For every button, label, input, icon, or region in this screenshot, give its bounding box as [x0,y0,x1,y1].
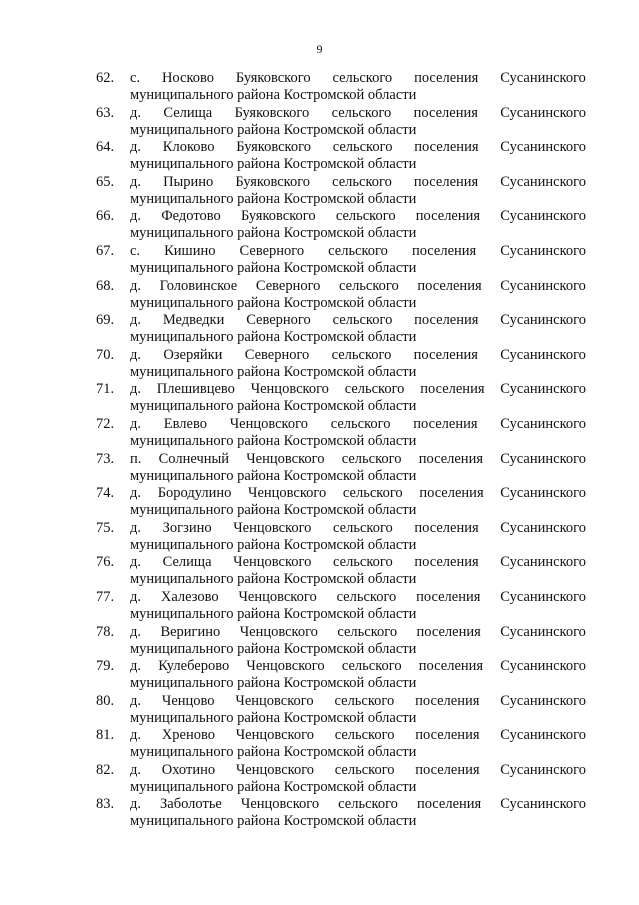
item-number: 83. [96,796,115,813]
list-item [96,243,586,278]
item-word-settlement: Ченцовского [233,519,312,536]
item-number: 74. [96,485,115,502]
item-word-settlement: Буяковского [240,208,316,225]
list-item [96,520,586,555]
item-first-line [130,139,586,156]
list-item [96,693,586,728]
item-word-w4: поселения [414,70,479,86]
item-number: 66. [96,208,115,225]
item-word-name: Медведки [162,312,225,329]
list-item [96,278,586,313]
list-item [96,139,586,174]
item-word-type: д. [130,658,142,675]
item-second-line: муниципального района Костромской области [130,87,417,103]
item-word-name: Пырино [163,173,214,190]
item-second-line: муниципального района Костромской области [130,640,417,657]
item-word-name: Федотово [161,208,221,225]
item-word-name: Солнечный [158,450,229,467]
list-item [96,762,586,797]
item-second-line: муниципального района Костромской области [130,398,417,415]
item-word-w4: поселения [411,242,477,259]
item-word-type: д. [130,277,142,294]
item-word-w5: Сусанинского [500,415,586,432]
list-item [96,796,586,831]
list-item [96,347,586,382]
item-word-settlement: Ченцовского [248,485,327,502]
item-word-w3: сельского [333,519,393,536]
item-word-settlement: Буяковского [236,139,311,156]
item-word-settlement: Ченцовского [246,658,325,675]
item-word-name: Носково [161,70,215,86]
item-word-w4: поселения [417,277,482,294]
item-word-settlement: Ченцовского [246,450,325,467]
item-first-line [130,208,586,225]
item-word-w5: Сусанинского [500,312,586,329]
item-word-type: д. [130,761,142,778]
item-word-settlement: Ченцовского [235,761,315,778]
item-word-type: д. [130,208,142,225]
item-word-w5: Сусанинского [500,796,586,813]
item-word-name: Кишино [164,242,216,259]
item-word-w5: Сусанинского [500,70,586,86]
item-word-settlement: Буяковского [235,173,311,190]
item-word-type: д. [130,623,142,640]
item-word-w5: Сусанинского [500,173,586,190]
item-word-w3: сельского [342,485,403,502]
item-word-w5: Сусанинского [500,104,586,121]
item-first-line [130,589,586,606]
item-word-w4: поселения [414,519,479,536]
item-word-w5: Сусанинского [500,519,586,536]
settlement-list [96,70,586,831]
item-number: 64. [96,139,115,156]
item-word-w4: поселения [414,312,479,329]
item-word-type: д. [130,381,142,398]
item-second-line: муниципального района Костромской области [130,778,417,795]
item-word-w4: поселения [415,727,480,744]
item-word-settlement: Ченцовского [238,588,317,605]
list-item [96,624,586,659]
item-word-w3: сельского [341,658,402,675]
item-word-settlement: Буяковского [234,104,310,121]
item-word-settlement: Северного [255,277,321,294]
item-second-line: муниципального района Костромской области [130,121,417,138]
item-word-w3: сельского [330,415,391,432]
item-second-line: муниципального района Костромской области [130,571,417,588]
item-word-w5: Сусанинского [500,588,586,605]
item-first-line [130,347,586,364]
item-word-w3: сельского [336,588,397,605]
item-word-type: д. [130,312,142,329]
item-word-w4: поселения [415,208,481,225]
item-first-line [130,693,586,710]
item-second-line: муниципального района Костромской области [130,813,417,830]
item-number: 68. [96,277,115,294]
item-first-line [130,174,586,191]
item-word-type: д. [130,796,142,813]
item-word-type: д. [130,692,142,709]
item-word-type: п. [130,450,142,467]
item-word-type: д. [130,519,142,536]
list-item [96,727,586,762]
item-word-w5: Сусанинского [500,623,586,640]
page-number: 9 [316,42,323,56]
item-word-w3: сельского [338,796,398,813]
item-word-w4: поселения [420,381,485,398]
item-number: 71. [96,381,115,398]
list-item [96,174,586,209]
item-first-line [130,762,586,779]
item-word-w5: Сусанинского [500,139,586,156]
item-word-settlement: Северного [246,312,311,329]
item-first-line [130,451,586,468]
item-number: 75. [96,519,115,536]
item-word-name: Селища [163,104,213,121]
item-word-w3: сельского [334,727,395,744]
item-word-name: Клоково [162,139,215,156]
item-number: 69. [96,312,115,329]
item-second-line: муниципального района Костромской области [130,329,417,346]
item-word-w3: сельского [332,173,392,190]
item-word-w5: Сусанинского [500,485,586,502]
item-word-type: д. [130,346,142,363]
item-word-name: Зогзино [162,519,212,536]
item-second-line: муниципального района Костромской области [130,467,417,484]
item-word-w3: сельского [341,450,402,467]
item-second-line: муниципального района Костромской области [130,225,417,242]
item-second-line: муниципального района Костромской области [130,363,417,380]
list-item [96,554,586,589]
item-number: 70. [96,346,115,363]
item-second-line: муниципального района Костромской области [130,259,417,276]
item-word-w3: сельского [339,277,399,294]
list-item [96,208,586,243]
item-word-w3: сельского [334,692,395,709]
item-word-name: Заболотье [160,796,222,813]
item-word-name: Охотино [161,761,216,778]
item-word-name: Бородулино [157,485,232,502]
item-word-settlement: Ченцовского [250,381,329,398]
item-word-w5: Сусанинского [500,242,586,259]
item-word-w4: поселения [414,139,479,156]
item-first-line [130,554,586,571]
item-word-w3: сельского [335,208,396,225]
item-word-w4: поселения [413,346,478,363]
item-word-settlement: Ченцовского [229,415,308,432]
item-word-w5: Сусанинского [500,658,586,675]
item-word-w4: поселения [413,415,478,432]
item-second-line: муниципального района Костромской области [130,502,417,519]
item-first-line [130,312,586,329]
list-item [96,416,586,451]
list-item [96,105,586,140]
item-number: 67. [96,242,115,259]
item-word-w5: Сусанинского [500,554,586,571]
item-first-line [130,658,586,675]
item-word-w4: поселения [413,173,479,190]
item-second-line: муниципального района Костромской области [130,744,417,761]
item-word-type: д. [130,727,142,744]
item-word-w4: поселения [415,692,480,709]
item-word-name: Хреново [161,727,215,744]
item-word-w3: сельского [332,312,393,329]
item-second-line: муниципального района Костромской области [130,709,417,726]
item-word-w3: сельского [334,761,395,778]
item-word-w3: сельского [328,242,388,259]
item-word-settlement: Буяковского [235,70,311,86]
item-word-w4: поселения [414,554,479,571]
list-item [96,658,586,693]
item-number: 80. [96,692,115,709]
item-second-line: муниципального района Костромской области [130,536,417,553]
item-word-type: д. [130,485,142,502]
item-word-w5: Сусанинского [500,450,586,467]
list-item [96,312,586,347]
item-number: 78. [96,623,115,640]
list-item [96,451,586,486]
item-word-w5: Сусанинского [500,277,586,294]
item-second-line: муниципального района Костромской области [130,675,417,692]
item-word-w5: Сусанинского [500,692,586,709]
item-word-w3: сельского [331,346,392,363]
item-first-line [130,381,586,398]
item-word-w4: поселения [419,485,484,502]
item-number: 76. [96,554,115,571]
item-number: 79. [96,658,115,675]
item-first-line [130,520,586,537]
item-word-type: с. [130,70,141,86]
item-first-line [130,727,586,744]
item-word-w4: поселения [415,761,480,778]
item-word-w3: сельского [332,139,393,156]
item-word-name: Селища [162,554,212,571]
item-word-settlement: Ченцовского [239,623,318,640]
item-word-w4: поселения [413,104,478,121]
item-second-line: муниципального района Костромской области [130,432,417,449]
item-first-line [130,485,586,502]
item-word-type: д. [130,139,142,156]
item-word-settlement: Ченцовского [233,554,312,571]
list-item [96,485,586,520]
item-first-line [130,278,586,295]
item-word-type: д. [130,173,142,190]
item-first-line [130,70,586,87]
item-word-type: д. [130,554,142,571]
item-number: 82. [96,761,115,778]
item-word-type: д. [130,588,142,605]
item-number: 77. [96,588,115,605]
item-first-line [130,624,586,641]
item-word-name: Плешивцево [156,381,235,398]
item-word-w5: Сусанинского [500,727,586,744]
item-word-w5: Сусанинского [500,381,586,398]
item-word-w4: поселения [416,796,482,813]
item-word-name: Головинское [159,277,238,294]
item-word-settlement: Северного [239,242,305,259]
item-word-name: Ченцово [161,692,215,709]
item-first-line [130,796,586,813]
item-word-w4: поселения [418,658,484,675]
item-word-name: Халезово [160,588,219,605]
item-second-line: муниципального района Костромской области [130,190,417,207]
item-word-type: д. [130,415,142,432]
item-word-w3: сельского [331,104,392,121]
item-word-name: Кулеберово [158,658,230,675]
item-word-w4: поселения [416,623,481,640]
item-number: 73. [96,450,115,467]
item-word-settlement: Ченцовского [235,727,314,744]
item-word-settlement: Ченцовского [240,796,320,813]
item-first-line [130,243,586,260]
item-word-settlement: Ченцовского [235,692,314,709]
item-number: 65. [96,173,115,190]
item-word-w3: сельского [333,554,393,571]
item-second-line: муниципального района Костромской области [130,156,417,173]
item-word-type: с. [130,242,141,259]
item-second-line: муниципального района Костромской области [130,294,417,311]
item-first-line [130,416,586,433]
list-item [96,589,586,624]
list-item [96,70,586,105]
item-number: 63. [96,104,115,121]
item-word-w5: Сусанинского [500,208,586,225]
item-word-w5: Сусанинского [500,761,586,778]
item-first-line [130,105,586,122]
item-number: 81. [96,727,115,744]
item-word-w4: поселения [418,450,483,467]
item-second-line: муниципального района Костромской области [130,605,417,622]
list-item [96,381,586,416]
item-word-name: Веригино [160,623,221,640]
item-word-w5: Сусанинского [500,346,586,363]
item-word-name: Озеряйки [163,346,223,363]
item-word-w3: сельского [337,623,398,640]
item-word-type: д. [130,104,142,121]
item-word-w3: сельского [332,70,393,86]
item-word-w3: сельского [344,381,405,398]
item-word-settlement: Северного [244,346,310,363]
item-word-w4: поселения [416,588,481,605]
item-number: 72. [96,415,115,432]
item-word-name: Евлево [163,415,207,432]
item-number: 62. [96,70,115,86]
